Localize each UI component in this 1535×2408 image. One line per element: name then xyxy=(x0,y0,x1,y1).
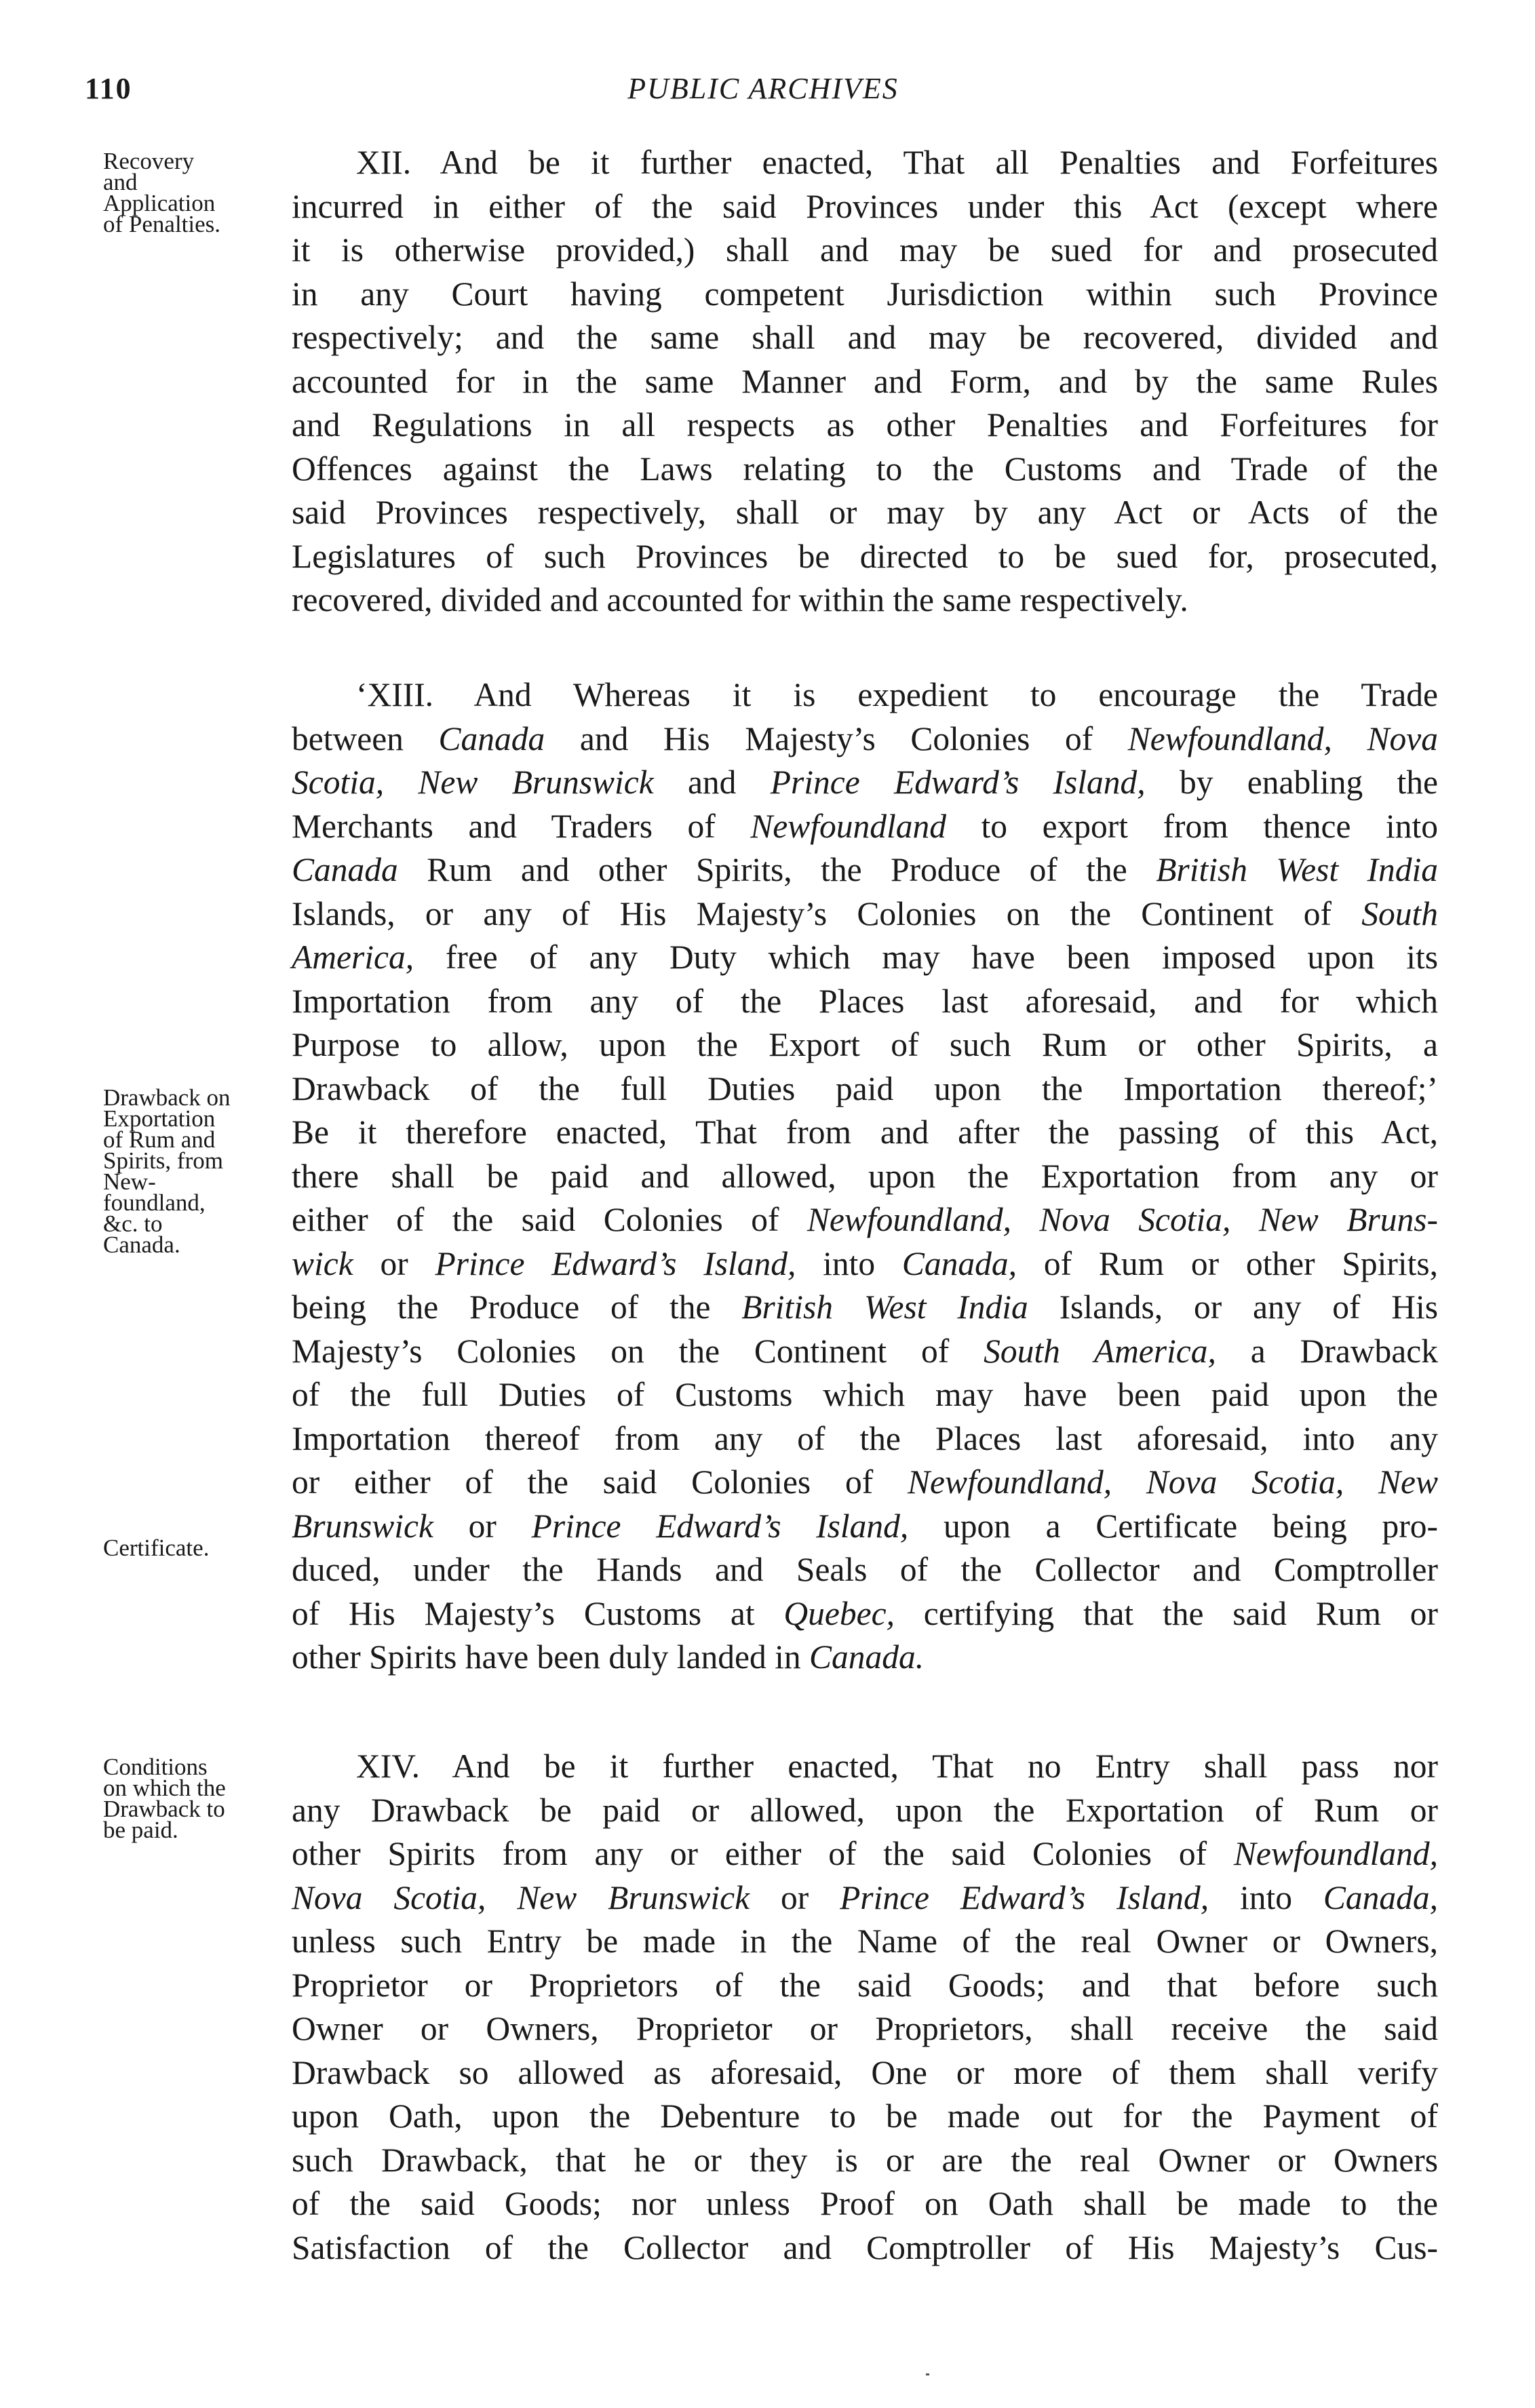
running-title: PUBLIC ARCHIVES xyxy=(627,72,899,105)
margin-note-recovery: Recovery and Application of Penalties. xyxy=(103,148,221,237)
text-line: XII. And be it further enacted, That all Penalties and Forfeitures xyxy=(356,144,1438,181)
text-line: unless such Entry be made in the Name of the real Owner or Owners, xyxy=(292,1922,1438,1960)
text-line: of the said Goods; nor unless Proof on Oath shall be made to the xyxy=(292,2185,1438,2222)
text-line: of the full Duties of Customs which may have been paid upon the xyxy=(292,1376,1438,1413)
page-header xyxy=(81,71,1445,112)
margin-note-conditions: Conditions on which the Drawback to be paid. xyxy=(103,1754,226,1843)
text-line: XIV. And be it further enacted, That no Entry shall pass nor xyxy=(356,1748,1438,1785)
text-line: Importation thereof from any of the Places last aforesaid, into any xyxy=(292,1419,1438,1457)
text-line: America, free of any Duty which may have been imposed upon its xyxy=(292,939,1438,976)
text-line: Majesty’s Colonies on the Continent of South America, a Drawback xyxy=(292,1332,1438,1370)
text-line: accounted for in the same Manner and Form, and by the same Rules xyxy=(292,362,1438,400)
text-line: Brunswick or Prince Edward’s Island, upon a Certificate being pro- xyxy=(292,1507,1438,1545)
text-line: between Canada and His Majesty’s Colonies of Newfoundland, Nova xyxy=(292,719,1438,757)
text-line: Purpose to allow, upon the Export of such Rum or other Spirits, a xyxy=(292,1026,1438,1063)
text-line: ‘XIII. And Whereas it is expedient to encourage the Trade xyxy=(356,676,1438,713)
text-line: Scotia, New Brunswick and Prince Edward’s Island, by enabling the xyxy=(292,764,1438,801)
text-line: Offences against the Laws relating to the Customs and Trade of the xyxy=(292,450,1438,488)
text-line: upon Oath, upon the Debenture to be made out for the Payment of xyxy=(292,2097,1438,2135)
text-line: other Spirits from any or either of the said Colonies of Newfoundland, xyxy=(292,1835,1438,1872)
text-line: duced, under the Hands and Seals of the Collector and Comptroller xyxy=(292,1551,1438,1588)
text-line: it is otherwise provided,) shall and may be sued for and prosecuted xyxy=(292,231,1438,269)
print-speck xyxy=(926,2373,929,2375)
text-line: Satisfaction of the Collector and Comptroller of His Majesty’s Cus- xyxy=(292,2228,1438,2266)
text-line: such Drawback, that he or they is or are the real Owner or Owners xyxy=(292,2141,1438,2179)
text-line: other Spirits have been duly landed in Canada. xyxy=(292,1638,925,1676)
text-line: said Provinces respectively, shall or may by any Act or Acts of the xyxy=(292,494,1438,531)
text-line: Canada Rum and other Spirits, the Produce of the British West India xyxy=(292,851,1438,888)
text-line: being the Produce of the British West India Islands, or any of His xyxy=(292,1288,1439,1326)
margin-note-certificate: Certificate. xyxy=(103,1535,210,1561)
section-xiv xyxy=(292,1745,1438,2270)
text-line: either of the said Colonies of Newfoundland, Nova Scotia, New Bruns- xyxy=(292,1201,1438,1238)
text-line: incurred in either of the said Provinces under this Act (except where xyxy=(292,187,1438,225)
text-line: Islands, or any of His Majesty’s Colonies on the Continent of South xyxy=(292,894,1438,932)
text-line: Legislatures of such Provinces be directed to be sued for, prosecuted, xyxy=(292,537,1438,575)
margin-note-drawback: Drawback on Exportation of Rum and Spirits, from New- foundland, &c. to Canada. xyxy=(103,1084,231,1258)
text-line: Owner or Owners, Proprietor or Proprietors, shall receive the said xyxy=(292,2010,1438,2047)
page-number: 110 xyxy=(85,72,132,105)
text-line: wick or Prince Edward’s Island, into Canada, of Rum or other Spirits, xyxy=(292,1244,1438,1282)
text-line: Drawback so allowed as aforesaid, One or more of them shall verify xyxy=(292,2053,1438,2091)
text-line: Proprietor or Proprietors of the said Goods; and that before such xyxy=(292,1966,1438,2004)
text-line: respectively; and the same shall and may be recovered, divided and xyxy=(292,319,1438,356)
section-xii xyxy=(292,141,1438,623)
section-xiii xyxy=(292,673,1438,1680)
text-line: there shall be paid and allowed, upon the Exportation from any or xyxy=(292,1157,1438,1195)
text-line: Merchants and Traders of Newfoundland to export from thence into xyxy=(292,807,1439,845)
text-line: of His Majesty’s Customs at Quebec, certifying that the said Rum or xyxy=(292,1594,1439,1632)
text-line: in any Court having competent Jurisdiction within such Province xyxy=(292,275,1438,313)
text-line: Drawback of the full Duties paid upon the Importation thereof;’ xyxy=(292,1069,1438,1107)
text-line: Be it therefore enacted, That from and after the passing of this Act, xyxy=(292,1113,1438,1151)
text-line: Importation from any of the Places last aforesaid, and for which xyxy=(292,982,1438,1020)
text-line: or either of the said Colonies of Newfoundland, Nova Scotia, New xyxy=(292,1463,1438,1501)
text-line: recovered, divided and accounted for within the same respectively. xyxy=(292,581,1188,618)
text-line: and Regulations in all respects as other Penalties and Forfeitures for xyxy=(292,406,1438,443)
text-line: Nova Scotia, New Brunswick or Prince Edward’s Island, into Canada, xyxy=(292,1878,1438,1916)
text-line: any Drawback be paid or allowed, upon the Exportation of Rum or xyxy=(292,1791,1438,1829)
